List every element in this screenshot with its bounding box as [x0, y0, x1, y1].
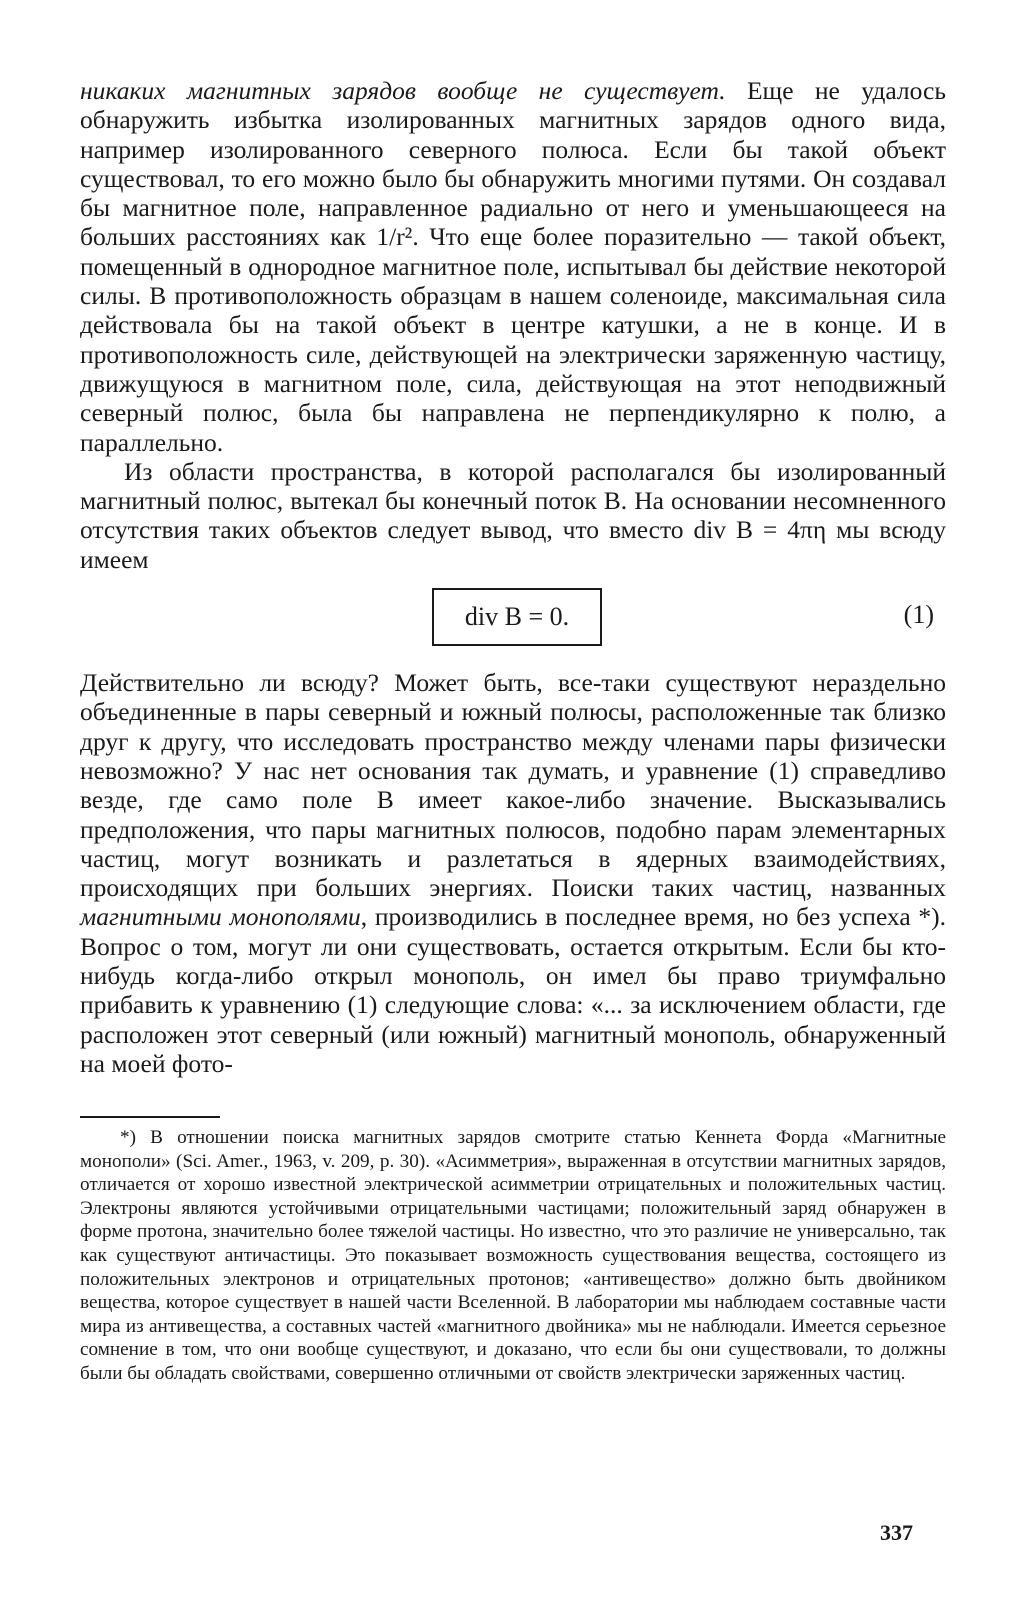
- equation-row: [80, 588, 946, 648]
- paragraph-1-text: Еще не удалось обнаружить избытка изолированных магнитных зарядов одного вида, например изолированного северного полюса. Если бы такой объект существовал, то его можно было бы обнаружить многими путями. Он создавал бы магнитное поле, направленное радиально от него и уменьшающееся на больших расстояниях как 1/r². Что еще более поразительно — такой объект, помещенный в однородное магнитное поле, испытывал бы действие некоторой силы. В противоположность образцам в нашем соленоиде, максимальная сила действовала бы на такой объект в центре катушки, а не в конце. И в противоположность силе, действующей на электрически заряженную частицу, движущуюся в магнитном поле, сила, действующая на этот неподвижный северный полюс, была бы направлена не перпендикулярно к полю, а параллельно.: [80, 76, 946, 457]
- paragraph-1: [80, 76, 946, 457]
- paragraph-2-text: Из области пространства, в которой располагался бы изолированный магнитный полюс, вытекал бы конечный поток B. На основании несомненного отсутствия таких объектов следует вывод, что вместо div B = 4πη мы всюду имеем: [80, 456, 946, 574]
- paragraph-3: [80, 668, 946, 1078]
- equation-number: (1): [903, 600, 934, 630]
- boxed-equation: div B = 0.: [432, 588, 602, 646]
- paragraph-3-text-a: Действительно ли всюду? Может быть, все-таки существуют нераздельно объединенные в пары северный и южный полюсы, расположенные так близко друг к другу, что исследовать пространство между членами пары физически невозможно? У нас нет основания так думать, и уравнение (1) справедливо везде, где само поле B имеет какое-либо значение. Высказывались предположения, что пары магнитных полюсов, подобно парам элементарных частиц, могут возникать и разлетаться в ядерных взаимодействиях, происходящих при больших энергиях. Поиски таких частиц, названных: [80, 668, 946, 903]
- footnote-divider: [80, 1116, 220, 1118]
- footnote: *) В отношении поиска магнитных зарядов смотрите статью Кеннета Форда «Магнитные монополи» (Sci. Amer., 1963, v. 209, p. 30). «Асимметрия», выраженная в отсутствии магнитных зарядов, отличается от хорошо известной электрической асимметрии отрицательных и положительных частиц. Электроны являются устойчивыми отрицательными частицами; положительный заряд обнаружен в форме протона, значительно более тяжелой частицы. Но известно, что это различие не универсально, так как существуют античастицы. Это показывает возможность существования вещества, состоящего из положительных электронов и отрицательных протонов; «антивещество» должно быть двойником вещества, которое существует в нашей части Вселенной. В лаборатории мы наблюдаем составные части мира из антивещества, а составных частей «магнитного двойника» мы не наблюдали. Имеется серьезное сомнение в том, что они вообще существуют, и доказано, что если бы они существовали, то должны были бы обладать свойствами, совершенно отличными от свойств электрически заряженных частиц.: [80, 1127, 946, 1384]
- page-number: 337: [880, 1520, 913, 1545]
- paragraph-2: [80, 457, 946, 574]
- italic-lead: никаких магнитных зарядов вообще не существует.: [80, 76, 726, 105]
- italic-term: магнитными монополями: [80, 902, 361, 932]
- paragraph-3-text-b: , производились в последнее время, но без успеха *). Вопрос о том, могут ли они существовать, остается открытым. Если бы кто-нибудь когда-либо открыл монополь, он имел бы право триумфально прибавить к уравнению (1) следующие слова: «... за исключением области, где расположен этот северный (или южный) магнитный монополь, обнаруженный на моей фото-: [80, 902, 946, 1078]
- main-text: [80, 76, 946, 1078]
